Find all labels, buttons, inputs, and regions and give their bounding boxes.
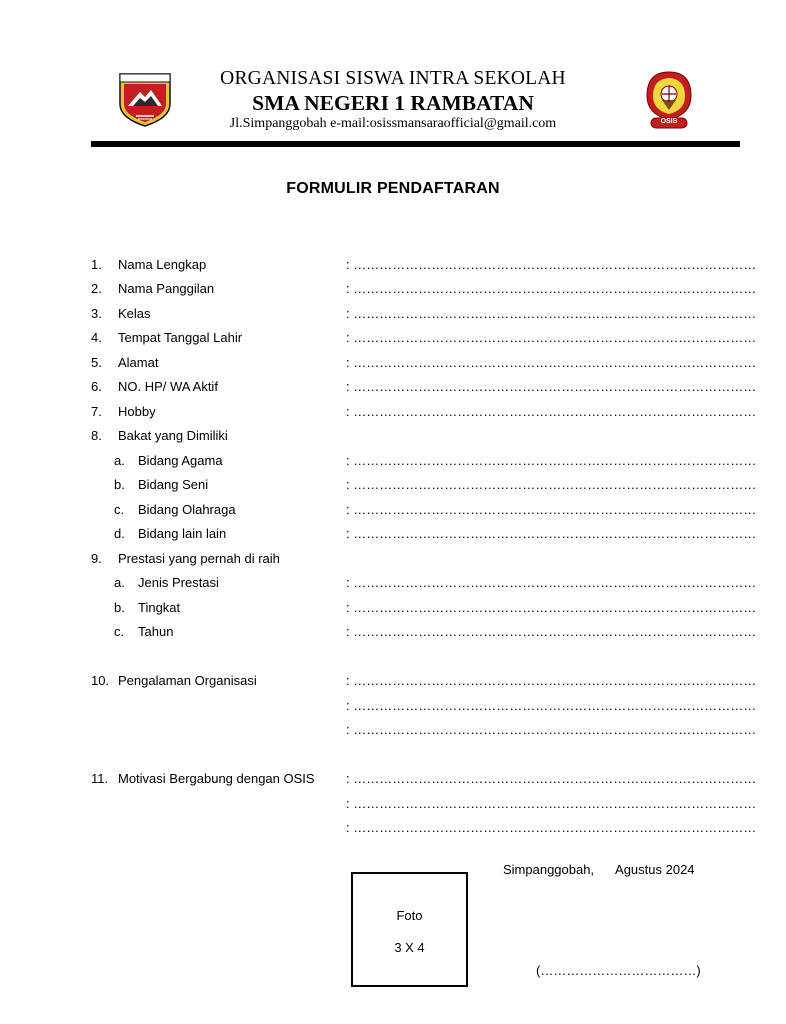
field-number: 10. bbox=[91, 673, 110, 688]
field-number: 1. bbox=[91, 257, 102, 272]
field-label: Nama Lengkap bbox=[118, 257, 207, 272]
field-blank[interactable]: : ………………………………………………………………………………… bbox=[346, 281, 757, 296]
field-blank[interactable]: : ………………………………………………………………………………… bbox=[346, 355, 757, 370]
header-divider bbox=[91, 141, 740, 147]
field-label: Bidang Agama bbox=[138, 453, 223, 468]
field-label: Tingkat bbox=[138, 600, 181, 615]
field-label: Bidang lain lain bbox=[138, 526, 227, 541]
field-label: NO. HP/ WA Aktif bbox=[118, 379, 218, 394]
field-number: b. bbox=[114, 477, 125, 492]
field-blank[interactable]: : ………………………………………………………………………………… bbox=[346, 257, 757, 272]
field-blank[interactable]: : ………………………………………………………………………………… bbox=[346, 526, 757, 541]
signature-line[interactable]: (………………………………) bbox=[536, 963, 701, 978]
field-number: 3. bbox=[91, 306, 102, 321]
photo-box bbox=[351, 872, 468, 987]
field-blank[interactable]: : ………………………………………………………………………………… bbox=[346, 673, 757, 688]
school-name: SMA NEGERI 1 RAMBATAN bbox=[252, 91, 534, 115]
field-blank[interactable]: : ………………………………………………………………………………… bbox=[346, 722, 757, 737]
field-number: 5. bbox=[91, 355, 102, 370]
field-label: Motivasi Bergabung dengan OSIS bbox=[118, 771, 315, 786]
field-label: Bidang Seni bbox=[138, 477, 209, 492]
field-number: 6. bbox=[91, 379, 102, 394]
field-blank[interactable]: : ………………………………………………………………………………… bbox=[346, 796, 757, 811]
field-blank[interactable]: : ………………………………………………………………………………… bbox=[346, 502, 757, 517]
field-label: Pengalaman Organisasi bbox=[118, 673, 257, 688]
osis-logo-label: OSIS bbox=[660, 118, 678, 125]
field-label: Tahun bbox=[138, 624, 174, 639]
field-blank[interactable]: : ………………………………………………………………………………… bbox=[346, 404, 757, 419]
field-number: 7. bbox=[91, 404, 102, 419]
field-blank[interactable]: : ………………………………………………………………………………… bbox=[346, 453, 757, 468]
field-blank[interactable]: : ………………………………………………………………………………… bbox=[346, 698, 757, 713]
field-blank[interactable]: : ………………………………………………………………………………… bbox=[346, 330, 757, 345]
photo-size: 3 X 4 bbox=[394, 940, 425, 955]
field-blank[interactable]: : ………………………………………………………………………………… bbox=[346, 575, 757, 590]
field-label: Jenis Prestasi bbox=[138, 575, 219, 590]
field-number: b. bbox=[114, 600, 125, 615]
field-blank[interactable]: : ………………………………………………………………………………… bbox=[346, 820, 757, 835]
field-label: Bakat yang Dimiliki bbox=[118, 428, 228, 443]
field-blank[interactable]: : ………………………………………………………………………………… bbox=[346, 771, 757, 786]
field-number: a. bbox=[114, 575, 125, 590]
field-number: c. bbox=[114, 624, 125, 639]
field-number: 2. bbox=[91, 281, 102, 296]
field-label: Prestasi yang pernah di raih bbox=[118, 551, 280, 566]
place-date: Simpanggobah, Agustus 2024 bbox=[503, 862, 695, 877]
field-number: 4. bbox=[91, 330, 102, 345]
form-title: FORMULIR PENDAFTARAN bbox=[286, 180, 500, 197]
school-logo-icon bbox=[118, 72, 172, 128]
field-blank[interactable]: : ………………………………………………………………………………… bbox=[346, 477, 757, 492]
address-email: Jl.Simpanggobah e-mail:osissmansaraofficial@gmail.com bbox=[229, 116, 557, 131]
field-label: Kelas bbox=[118, 306, 151, 321]
field-blank[interactable]: : ………………………………………………………………………………… bbox=[346, 624, 757, 639]
field-blank[interactable]: : ………………………………………………………………………………… bbox=[346, 600, 757, 615]
field-number: a. bbox=[114, 453, 125, 468]
field-number: c. bbox=[114, 502, 125, 517]
field-label: Tempat Tanggal Lahir bbox=[118, 330, 243, 345]
field-label: Nama Panggilan bbox=[118, 281, 215, 296]
field-number: d. bbox=[114, 526, 125, 541]
org-name: ORGANISASI SISWA INTRA SEKOLAH bbox=[220, 68, 566, 89]
field-number: 11. bbox=[91, 771, 109, 786]
field-label: Hobby bbox=[118, 404, 156, 419]
field-blank[interactable]: : ………………………………………………………………………………… bbox=[346, 306, 757, 321]
field-number: 8. bbox=[91, 428, 102, 443]
field-label: Alamat bbox=[118, 355, 159, 370]
field-label: Bidang Olahraga bbox=[138, 502, 236, 517]
field-blank[interactable]: : ………………………………………………………………………………… bbox=[346, 379, 757, 394]
field-number: 9. bbox=[91, 551, 102, 566]
photo-label: Foto bbox=[396, 908, 423, 923]
